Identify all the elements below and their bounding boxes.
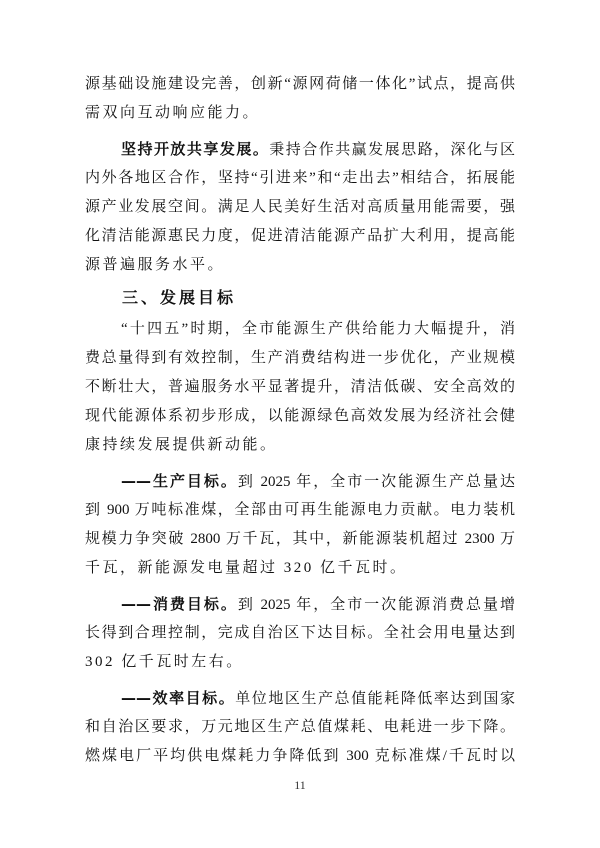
text-run: 单位地区生产总值能耗降低率达到国家 — [235, 691, 515, 707]
text-line — [85, 467, 515, 496]
paragraph — [85, 590, 515, 677]
text-line: 和自治区要求，万元地区生产总值煤耗、电耗进一步下降。 — [85, 719, 515, 735]
paragraph — [85, 70, 515, 128]
paragraph — [85, 467, 515, 583]
text-line: 费总量得到有效控制，生产消费结构进一步优化，产业规模 — [85, 350, 515, 366]
text-line: 需双向互动响应能力。 — [85, 105, 261, 121]
text-line: 燃煤电厂平均供电煤耗力争降低到 300 克标准煤/千瓦时以 — [85, 748, 515, 764]
paragraph — [85, 135, 515, 280]
text-line: 不断壮大，普遍服务水平显著提升，清洁低碳、安全高效的 — [85, 379, 515, 395]
text-line: 康持续发展提供新动能。 — [85, 437, 278, 453]
paragraph — [85, 283, 515, 312]
text-run: 到 2025 年，全市一次能源生产总量达 — [237, 474, 515, 490]
page-number: 11 — [294, 778, 306, 792]
paragraph-lead-bold: 坚持开放共享发展。 — [121, 140, 270, 158]
paragraph-lead-bold: ——生产目标。 — [121, 472, 238, 490]
text-line — [85, 590, 515, 619]
text-line: 现代能源体系初步形成，以能源绿色高效发展为经济社会健 — [85, 408, 515, 424]
paragraph-lead-bold: ——消费目标。 — [121, 595, 238, 613]
text-line: 到 900 万吨标准煤，全部由可再生能源电力贡献。电力装机 — [85, 502, 515, 518]
text-run: 到 2025 年，全市一次能源消费总量增 — [237, 597, 515, 613]
text-line: 规模力争突破 2800 万千瓦，其中，新能源装机超过 2300 万 — [85, 531, 515, 547]
text-line: “十四五”时期，全市能源生产供给能力大幅提升，消 — [121, 321, 515, 337]
text-line: 源基础设施建设完善，创新“源网荷储一体化”试点，提高供 — [85, 76, 515, 92]
text-line: 千瓦，新能源发电量超过 320 亿千瓦时。 — [85, 560, 408, 576]
text-line: 源产业发展空间。满足人民美好生活对高质量用能需要，强 — [85, 199, 515, 215]
text-line — [85, 684, 515, 713]
text-line: 源普遍服务水平。 — [85, 257, 226, 273]
page-content — [85, 70, 515, 771]
paragraph — [85, 684, 515, 771]
paragraph — [85, 315, 515, 460]
text-line: 长得到合理控制，完成自治区下达目标。全社会用电量达到 — [85, 625, 515, 641]
text-run: 秉持合作共赢发展思路，深化与区 — [269, 142, 515, 158]
text-line: 302 亿千瓦时左右。 — [85, 654, 244, 670]
section-heading: 三、发展目标 — [122, 288, 237, 307]
paragraph-lead-bold: ——效率目标。 — [121, 689, 236, 707]
text-line — [85, 135, 515, 164]
text-line: 内外各地区合作，坚持“引进来”和“走出去”相结合，拓展能 — [85, 170, 515, 186]
text-line: 化清洁能源惠民力度，促进清洁能源产品扩大利用，提高能 — [85, 228, 515, 244]
